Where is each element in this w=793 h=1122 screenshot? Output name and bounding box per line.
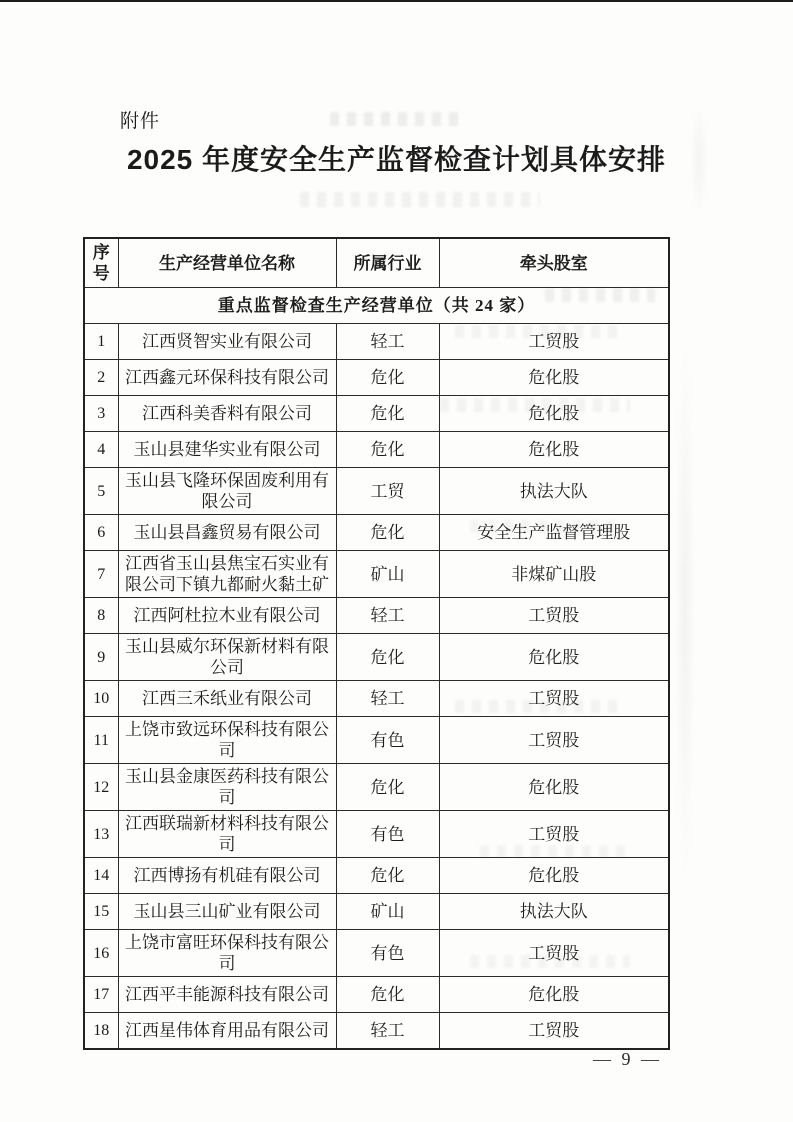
cell-no: 18	[84, 1013, 118, 1049]
cell-company: 江西平丰能源科技有限公司	[118, 977, 336, 1013]
cell-no: 9	[84, 634, 118, 681]
table-row	[84, 634, 669, 681]
cell-industry: 工贸	[336, 468, 439, 515]
table-row	[84, 764, 669, 811]
cell-no: 10	[84, 681, 118, 717]
cell-industry: 危化	[336, 432, 439, 468]
cell-industry: 危化	[336, 634, 439, 681]
table-row	[84, 681, 669, 717]
cell-industry: 有色	[336, 811, 439, 858]
cell-company: 玉山县建华实业有限公司	[118, 432, 336, 468]
cell-office: 危化股	[439, 858, 669, 894]
table-row	[84, 717, 669, 764]
cell-company: 江西博扬有机硅有限公司	[118, 858, 336, 894]
cell-no: 3	[84, 396, 118, 432]
cell-office: 危化股	[439, 634, 669, 681]
cell-company: 江西星伟体育用品有限公司	[118, 1013, 336, 1049]
cell-no: 17	[84, 977, 118, 1013]
cell-no: 1	[84, 324, 118, 360]
cell-office: 工贸股	[439, 717, 669, 764]
cell-industry: 轻工	[336, 598, 439, 634]
cell-industry: 危化	[336, 396, 439, 432]
scan-edge-line	[0, 0, 793, 2]
scan-artifact	[330, 112, 460, 126]
inspection-plan-table	[83, 237, 670, 1050]
table-row	[84, 360, 669, 396]
column-header-industry: 所属行业	[336, 238, 439, 288]
cell-company: 上饶市富旺环保科技有限公司	[118, 930, 336, 977]
cell-no: 2	[84, 360, 118, 396]
cell-company: 江西阿杜拉木业有限公司	[118, 598, 336, 634]
cell-office: 执法大队	[439, 894, 669, 930]
cell-no: 12	[84, 764, 118, 811]
table-row	[84, 396, 669, 432]
cell-no: 11	[84, 717, 118, 764]
column-header-no: 序号	[84, 238, 118, 288]
attachment-label: 附件	[120, 111, 161, 132]
table-row	[84, 1013, 669, 1049]
table-header-row	[84, 238, 669, 288]
cell-industry: 危化	[336, 764, 439, 811]
table-row	[84, 468, 669, 515]
cell-office: 危化股	[439, 360, 669, 396]
column-header-company: 生产经营单位名称	[118, 238, 336, 288]
cell-office: 非煤矿山股	[439, 551, 669, 598]
table-row	[84, 598, 669, 634]
cell-office: 危化股	[439, 977, 669, 1013]
cell-industry: 轻工	[336, 324, 439, 360]
cell-company: 江西科美香料有限公司	[118, 396, 336, 432]
cell-industry: 有色	[336, 930, 439, 977]
table-row	[84, 894, 669, 930]
cell-industry: 危化	[336, 360, 439, 396]
cell-no: 15	[84, 894, 118, 930]
cell-office: 工贸股	[439, 811, 669, 858]
cell-office: 危化股	[439, 432, 669, 468]
cell-industry: 轻工	[336, 1013, 439, 1049]
cell-company: 玉山县威尔环保新材料有限公司	[118, 634, 336, 681]
cell-company: 玉山县金康医药科技有限公司	[118, 764, 336, 811]
cell-no: 6	[84, 515, 118, 551]
table-row	[84, 515, 669, 551]
cell-office: 执法大队	[439, 468, 669, 515]
table-row	[84, 977, 669, 1013]
scan-artifact	[675, 330, 695, 890]
table-row	[84, 324, 669, 360]
page-number: — 9 —	[593, 1049, 662, 1069]
cell-industry: 矿山	[336, 551, 439, 598]
cell-no: 14	[84, 858, 118, 894]
cell-company: 江西贤智实业有限公司	[118, 324, 336, 360]
table-row	[84, 551, 669, 598]
scan-artifact	[300, 192, 540, 207]
cell-no: 5	[84, 468, 118, 515]
cell-no: 7	[84, 551, 118, 598]
cell-industry: 危化	[336, 515, 439, 551]
cell-office: 安全生产监督管理股	[439, 515, 669, 551]
section-header: 重点监督检查生产经营单位（共 24 家）	[84, 288, 669, 324]
section-header-row	[84, 288, 669, 324]
table-row	[84, 811, 669, 858]
cell-office: 工贸股	[439, 1013, 669, 1049]
cell-company: 上饶市致远环保科技有限公司	[118, 717, 336, 764]
cell-company: 玉山县飞隆环保固废利用有限公司	[118, 468, 336, 515]
cell-no: 4	[84, 432, 118, 468]
cell-office: 工贸股	[439, 681, 669, 717]
table-row	[84, 930, 669, 977]
cell-office: 工贸股	[439, 598, 669, 634]
cell-no: 16	[84, 930, 118, 977]
cell-office: 工贸股	[439, 930, 669, 977]
cell-office: 工贸股	[439, 324, 669, 360]
page-title: 2025 年度安全生产监督检查计划具体安排	[126, 144, 667, 175]
table-row	[84, 858, 669, 894]
table-row	[84, 432, 669, 468]
cell-company: 江西省玉山县焦宝石实业有限公司下镇九都耐火黏土矿	[118, 551, 336, 598]
cell-office: 危化股	[439, 396, 669, 432]
column-header-office: 牵头股室	[439, 238, 669, 288]
cell-industry: 危化	[336, 977, 439, 1013]
cell-company: 江西鑫元环保科技有限公司	[118, 360, 336, 396]
cell-office: 危化股	[439, 764, 669, 811]
cell-industry: 危化	[336, 858, 439, 894]
cell-no: 8	[84, 598, 118, 634]
cell-industry: 矿山	[336, 894, 439, 930]
cell-company: 玉山县昌鑫贸易有限公司	[118, 515, 336, 551]
cell-company: 玉山县三山矿业有限公司	[118, 894, 336, 930]
cell-company: 江西联瑞新材料科技有限公司	[118, 811, 336, 858]
cell-industry: 有色	[336, 717, 439, 764]
cell-industry: 轻工	[336, 681, 439, 717]
cell-company: 江西三禾纸业有限公司	[118, 681, 336, 717]
cell-no: 13	[84, 811, 118, 858]
